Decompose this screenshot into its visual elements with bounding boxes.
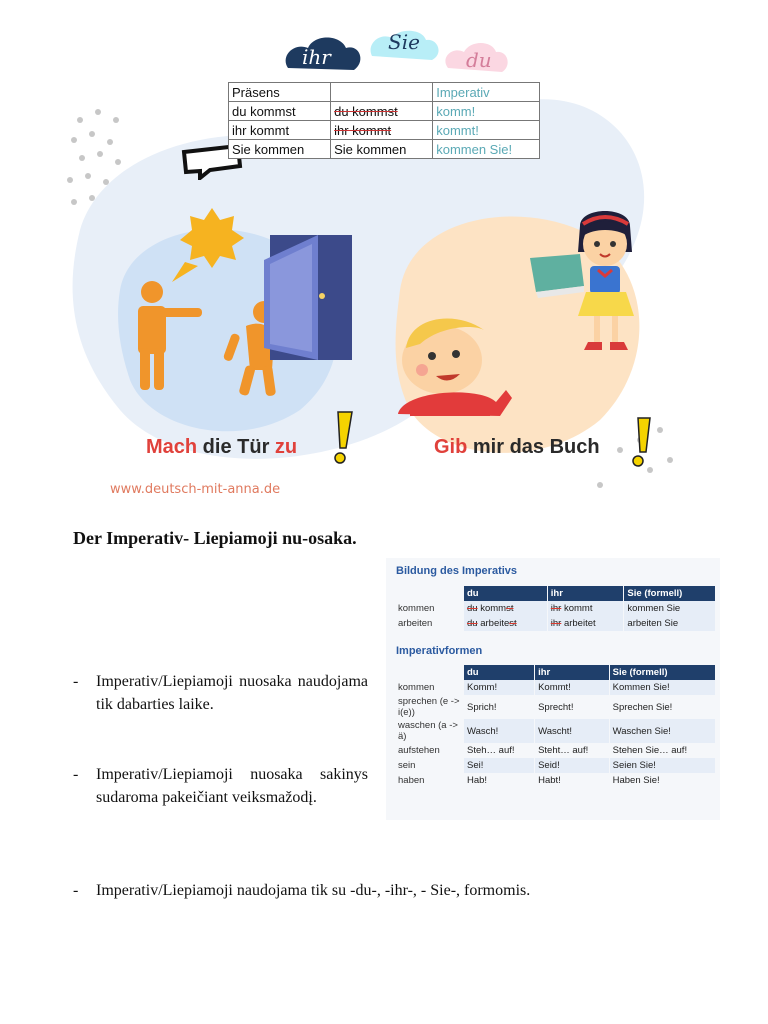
caption-rest: mir das Buch	[467, 436, 600, 458]
bullet-text: Imperativ/Liepiamoji naudojama tik su -du-, -ihr-, - Sie-, formomis.	[96, 882, 531, 899]
du-form: Sprich!	[467, 701, 497, 713]
caption-mach-die-tuer-zu	[146, 436, 297, 459]
grammar-panel	[386, 558, 720, 820]
table-row	[395, 743, 715, 758]
sie-form: arbeiten Sie	[624, 616, 715, 631]
bullet-text: Imperativ/Liepiamoji nuosaka sakinys sudaroma pakeičiant veiksmažodį.	[96, 766, 368, 806]
website-url: www.deutsch-mit-anna.de	[110, 482, 281, 497]
table-row	[395, 758, 715, 773]
sie-form: Haben Sie!	[612, 775, 660, 786]
du-form	[464, 616, 547, 631]
du-pronoun: du	[467, 618, 478, 629]
col-ihr: ihr	[535, 665, 609, 680]
crossed-cell: Sie kommen	[331, 140, 433, 159]
header-imperativ: Imperativ	[433, 83, 540, 102]
header-empty	[331, 83, 433, 102]
praesens-imperativ-table	[228, 82, 540, 159]
table-row	[395, 695, 715, 719]
du-form: Komm!	[464, 680, 534, 695]
sie-form: Seien Sie!	[610, 758, 715, 773]
formen-header-row	[395, 665, 715, 680]
ihr-rest: kommt	[561, 603, 593, 614]
col-du: du	[464, 586, 547, 601]
ihr-rest: arbeitet	[561, 618, 596, 629]
imperativ-cell: komm!	[433, 102, 540, 121]
door-icon	[264, 235, 352, 360]
ihr-form: Wascht!	[535, 719, 609, 743]
imperativ-cell: kommen Sie!	[433, 140, 540, 159]
du-form: Hab!	[467, 775, 488, 786]
col-ihr: ihr	[548, 586, 624, 601]
du-form: Steh… auf!	[467, 745, 515, 756]
bildung-table	[394, 586, 716, 631]
table-row	[395, 601, 715, 616]
bullet-text: Imperativ/Liepiamoji nuosaka naudojama tik dabarties laike.	[96, 673, 368, 713]
formen-table	[394, 665, 716, 788]
sie-form: kommen Sie	[624, 601, 715, 616]
ihr-form: Steht… auf!	[538, 745, 589, 756]
verb-label: kommen	[398, 682, 435, 693]
ihr-pronoun: ihr	[550, 603, 562, 614]
caption-gib-mir-das-buch	[434, 436, 600, 459]
imperativ-cell: kommt!	[433, 121, 540, 140]
header-praesens: Präsens	[229, 83, 331, 102]
ihr-pronoun: ihr	[550, 618, 562, 629]
sie-form: Sprechen Sie!	[612, 701, 673, 713]
praesens-cell: ihr kommt	[229, 121, 331, 140]
col-sie: Sie (formell)	[624, 586, 715, 601]
bullet-marker: -	[73, 673, 79, 690]
bullet-item	[73, 670, 368, 716]
du-stem: komm	[477, 603, 507, 614]
ihr-form	[548, 616, 624, 631]
du-form	[464, 601, 547, 616]
verb-label: waschen (a -> ä)	[398, 720, 458, 742]
verb-label: kommen	[398, 603, 435, 614]
page-heading: Der Imperativ- Liepiamoji nu-osaka.	[73, 528, 357, 548]
sie-form: Kommen Sie!	[610, 680, 715, 695]
praesens-row	[229, 102, 540, 121]
col-du: du	[464, 665, 534, 680]
verb-label: arbeiten	[398, 618, 433, 629]
praesens-header-row	[229, 83, 540, 102]
du-ending: st	[509, 618, 517, 629]
bullet-item	[73, 763, 368, 809]
bullet-marker: -	[73, 882, 79, 899]
caption-verb: Mach	[146, 436, 198, 458]
crossed-cell: du kommst	[331, 102, 433, 121]
ihr-form: Kommt!	[535, 680, 609, 695]
du-form: Sei!	[464, 758, 534, 773]
bildung-title: Bildung des Imperativs	[396, 565, 518, 577]
ihr-form	[548, 601, 624, 616]
cloud-sie-label: Sie	[388, 30, 420, 54]
caption-rest: die Tür	[197, 436, 275, 458]
caption-verb: Gib	[434, 436, 468, 458]
table-row	[395, 719, 715, 743]
du-pronoun: du	[467, 603, 478, 614]
praesens-row	[229, 140, 540, 159]
cloud-du-label: du	[466, 48, 492, 72]
formen-title: Imperativformen	[396, 645, 483, 657]
verb-label: haben	[398, 775, 425, 786]
table-row	[395, 616, 715, 631]
ihr-form: Habt!	[538, 775, 561, 786]
praesens-cell: Sie kommen	[229, 140, 331, 159]
bullet-item	[73, 879, 713, 902]
sie-form: Stehen Sie… auf!	[612, 745, 688, 756]
ihr-form: Sprecht!	[538, 701, 574, 713]
col-sie: Sie (formell)	[610, 665, 715, 680]
exclamation-icon-right	[633, 418, 650, 466]
table-row	[395, 680, 715, 695]
du-stem: arbeite	[477, 618, 510, 629]
verb-label: sein	[398, 760, 416, 771]
crossed-cell: ihr kommt	[331, 121, 433, 140]
pronoun-clouds	[280, 28, 530, 83]
praesens-row	[229, 121, 540, 140]
sie-form: Waschen Sie!	[610, 719, 715, 743]
du-form: Wasch!	[464, 719, 534, 743]
bildung-header-row	[395, 586, 715, 601]
verb-label: aufstehen	[398, 745, 440, 756]
bullet-marker: -	[73, 766, 79, 783]
caption-particle: zu	[274, 436, 298, 458]
ihr-form: Seid!	[535, 758, 609, 773]
cloud-ihr-label: ihr	[302, 45, 331, 69]
table-row	[395, 773, 715, 788]
du-ending: st	[506, 603, 514, 614]
verb-label: sprechen (e -> i(e))	[398, 696, 460, 718]
praesens-cell: du kommst	[229, 102, 331, 121]
book-icon	[530, 254, 584, 298]
